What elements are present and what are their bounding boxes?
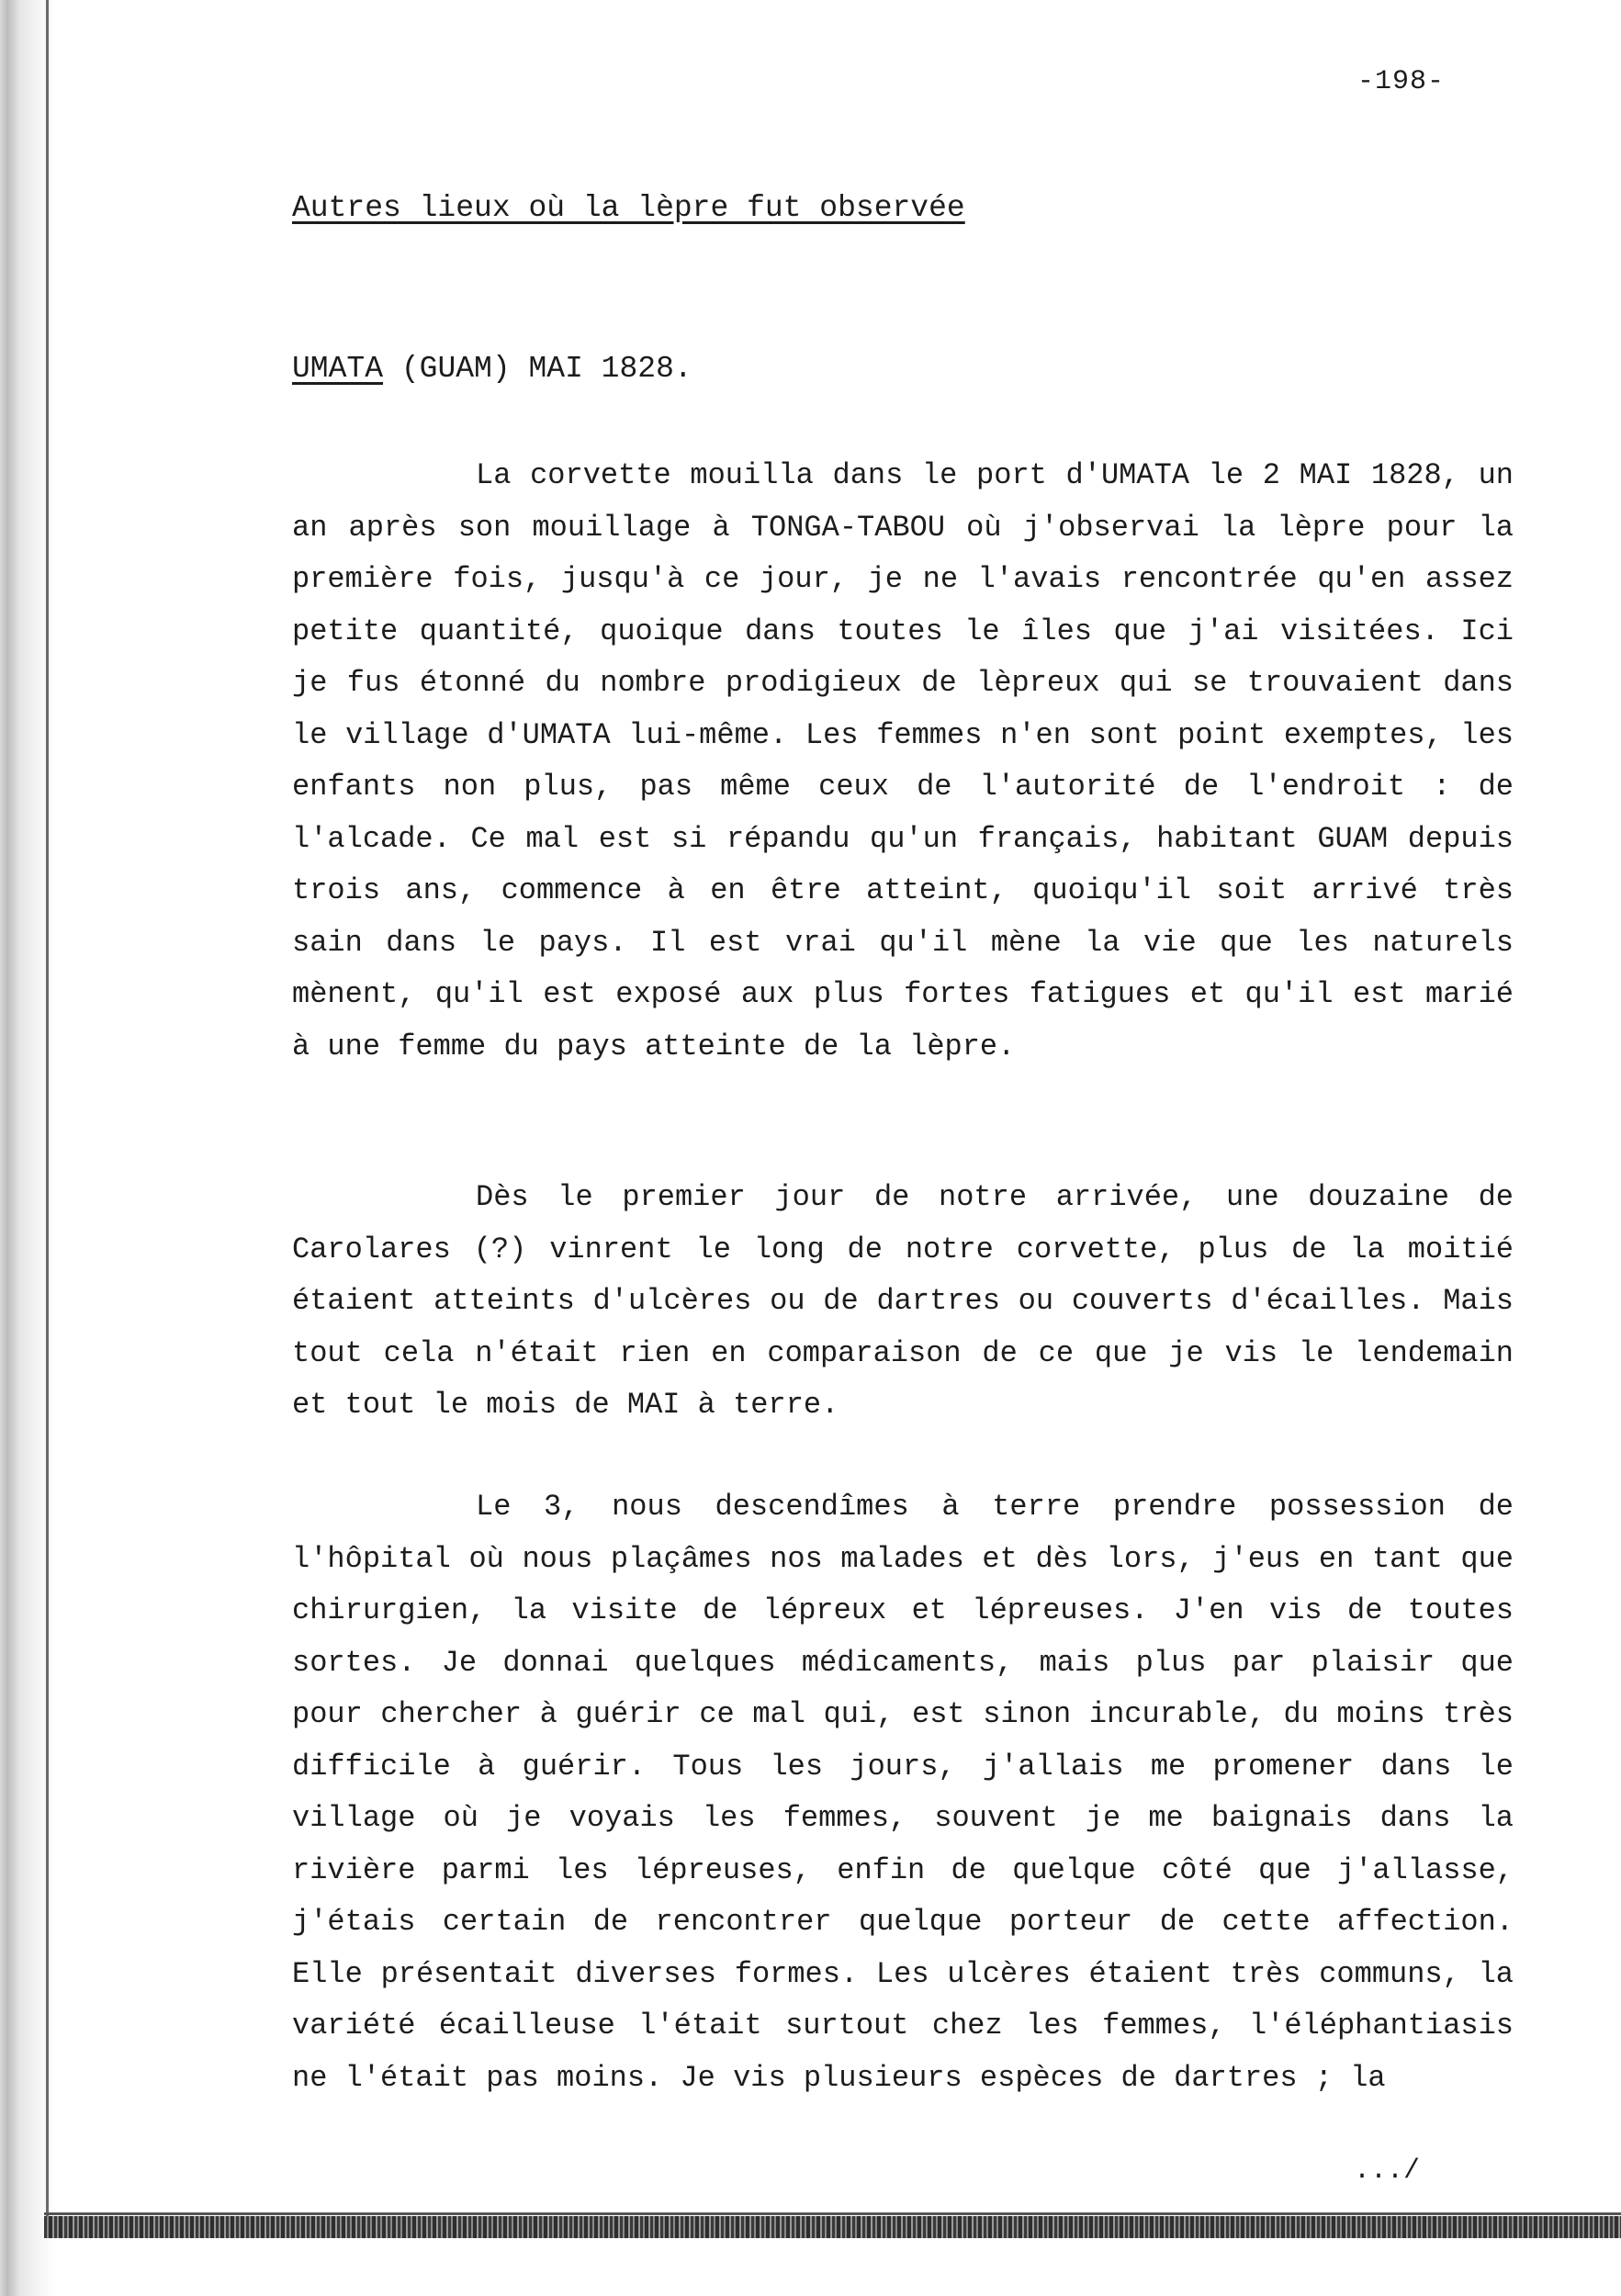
paragraph-3 [292,1481,1514,2104]
section-title: Autres lieux où la lèpre fut observée [292,191,965,225]
scan-bottom-band [44,2216,1621,2238]
paragraph-text: La corvette mouilla dans le port d'UMATA le 2 MAI 1828, un an après son mouillage à TONGA-TABOU où j'observai la lèpre pour la première fois, jusqu'à ce jour, je ne l'avais rencontrée qu'en assez petite quantité, quoique dans toutes le îles que j'ai visitées. Ici je fus étonné du nombre prodigieux de lèpreux qui se trouvaient dans le village d'UMATA lui-même. Les femmes n'en sont point exemptes, les enfants non plus, pas même ceux de l'autorité de l'endroit : de l'alcade. Ce mal est si répandu qu'un français, habitant GUAM depuis trois ans, commence à en être atteint, quoiqu'il soit arrivé très sain dans le pays. Il est vrai qu'il mène la vie que les naturels mènent, qu'il est exposé aux plus fortes fatigues et qu'il est marié à une femme du pays atteinte de la lèpre. [292,458,1514,1064]
paragraph-text: Le 3, nous descendîmes à terre prendre possession de l'hôpital où nous plaçâmes nos malades et dès lors, j'eus en tant que chirurgien, la visite de lépreux et lépreuses. J'en vis de toutes sortes. Je donnai quelques médicaments, mais plus par plaisir que pour chercher à guérir ce mal qui, est sinon incurable, du moins très difficile à guérir. Tous les jours, j'allais me promener dans le village où je voyais les femmes, souvent je me baignais dans la rivière parmi les lépreuses, enfin de quelque côté que j'allasse, j'étais certain de rencontrer quelque porteur de cette affection. Elle présentait diverses formes. Les ulcères étaient très communs, la variété écailleuse l'était surtout chez les femmes, l'éléphantiasis ne l'était pas moins. Je vis plusieurs espèces de dartres ; la [292,1490,1514,2095]
page-number: -198- [1357,66,1446,97]
paragraph-1 [292,450,1514,1073]
place-name: UMATA [292,352,384,386]
scan-margin-line [46,0,49,2236]
scan-bottom-line [44,2212,1621,2215]
paragraph-text: Dès le premier jour de notre arrivée, une douzaine de Carolares (?) vinrent le long de notre corvette, plus de la moitié étaient atteints d'ulcères ou de dartres ou couverts d'écailles. Mais tout cela n'était rien en comparaison de ce que je vis le lendemain et tout le mois de MAI à terre. [292,1180,1514,1422]
continuation-mark: .../ [1354,2155,1421,2187]
place-date: (GUAM) MAI 1828. [383,352,692,386]
paragraph-2 [292,1172,1514,1432]
place-title [292,352,692,386]
